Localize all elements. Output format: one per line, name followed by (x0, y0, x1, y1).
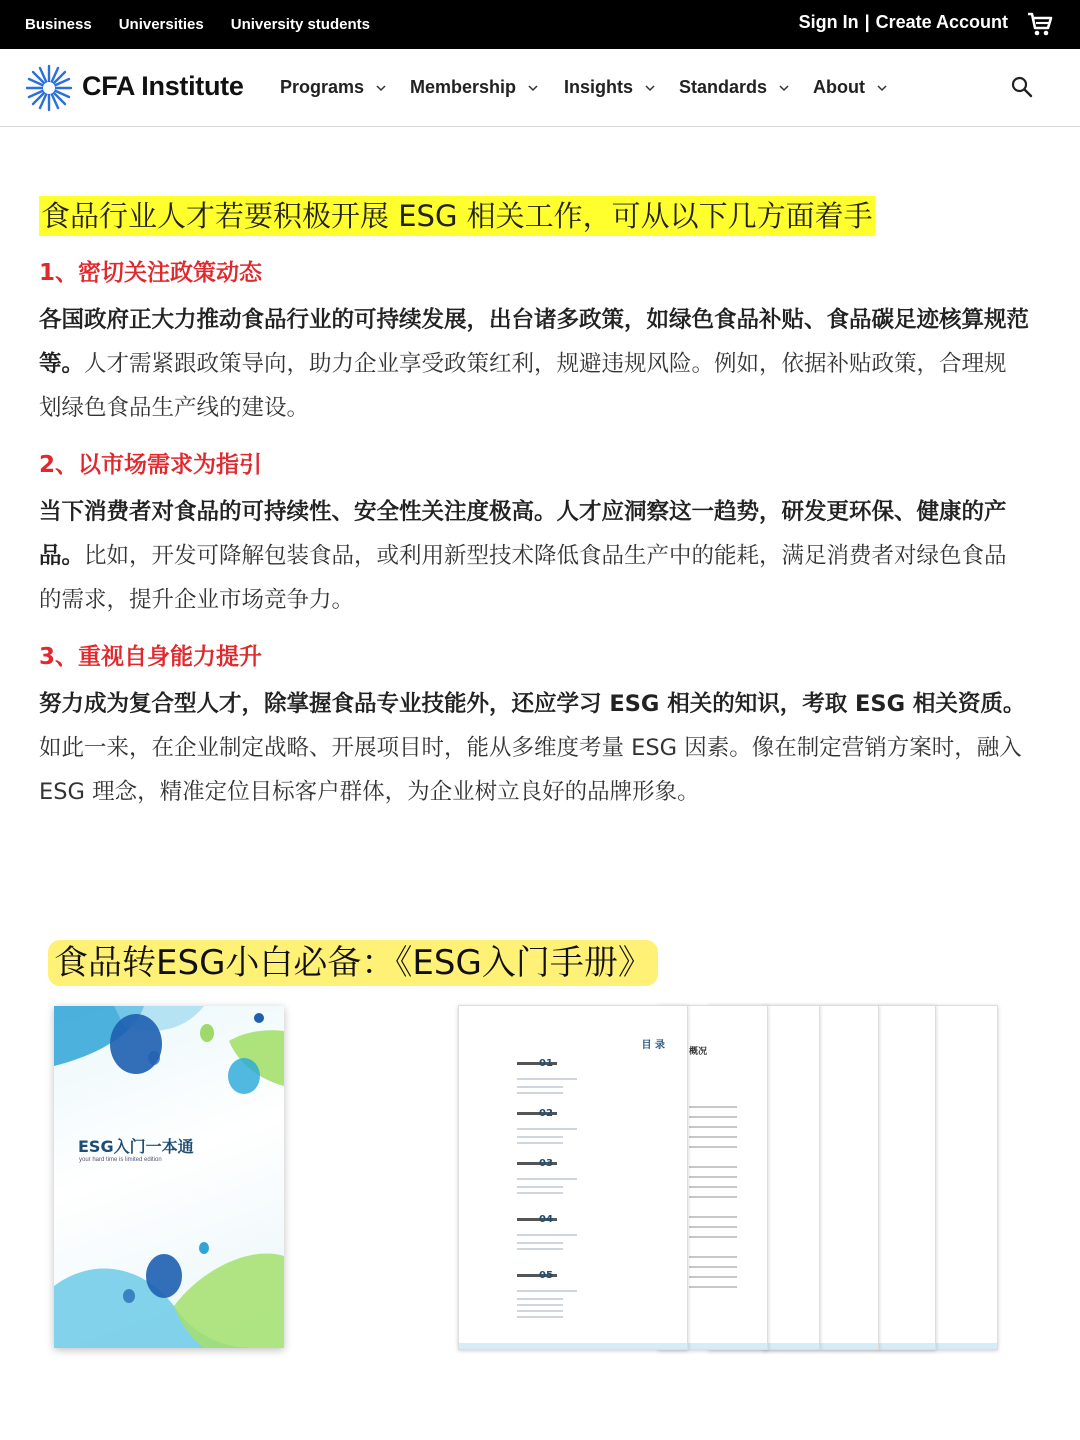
section-title: 3、重视自身能力提升 (39, 644, 263, 670)
cfa-logo-icon[interactable] (24, 63, 74, 113)
paragraph-bold: 当下消费者对食品的可持续性、安全性关注度极高。人才应洞察这一趋势，研发更环保、健康的产品。 (39, 499, 1007, 569)
toc-number: 05 (539, 1270, 553, 1281)
utility-link-university-students[interactable]: University students (230, 16, 370, 33)
toc-number: 03 (539, 1158, 553, 1169)
table-of-contents-page (458, 1005, 688, 1350)
nav-membership[interactable] (410, 77, 538, 98)
paragraph-bold: 各国政府正大力推动食品行业的可持续发展，出台诸多政策，如绿色食品补贴、食品碳足迹核算规范等。 (39, 307, 1030, 377)
utility-link-business[interactable]: Business (25, 16, 92, 33)
nav-label: Standards (679, 77, 768, 97)
article-heading: 食品行业人才若要积极开展 ESG 相关工作，可从以下几方面着手 (39, 196, 875, 236)
paragraph-bold: 努力成为复合型人才，除掌握食品专业技能外，还应学习 ESG 相关的知识，考取 ESG 相关资质。 (39, 691, 1026, 717)
nav-standards[interactable] (679, 77, 789, 98)
toc-number: 02 (539, 1108, 553, 1119)
book-pages-preview[interactable] (458, 1005, 998, 1350)
chevron-down-icon (779, 83, 789, 93)
account-links (799, 12, 1008, 33)
paragraph-text: 人才需紧跟政策导向，助力企业享受政策红利，规避违规风险。例如，依据补贴政策，合理规划绿色食品生产线的建设。 (39, 351, 1007, 421)
utility-links (25, 16, 397, 33)
section-title: 2、以市场需求为指引 (39, 452, 263, 478)
chevron-down-icon (645, 83, 655, 93)
toc-title: 目 录 (641, 1040, 665, 1051)
section-paragraph (39, 298, 1029, 430)
nav-label: About (813, 77, 865, 97)
section-paragraph (39, 682, 1029, 814)
sign-in-link[interactable]: Sign In (798, 12, 859, 32)
paragraph-text: 比如，开发可降解包装食品，或利用新型技术降低食品生产中的能耗，满足消费者对绿色食品的需求，提升企业市场竞争力。 (39, 543, 1007, 613)
cover-art (54, 1006, 284, 1348)
book-cover[interactable] (54, 1006, 284, 1348)
cover-subtitle: your hard time is limited edition (79, 1157, 162, 1163)
toc-number: 04 (539, 1214, 553, 1225)
nav-label: Insights (564, 77, 634, 97)
page-heading: 概况 (689, 1047, 708, 1057)
chevron-down-icon (376, 83, 386, 93)
nav-programs[interactable] (280, 77, 386, 98)
search-icon[interactable] (1010, 75, 1034, 99)
account-separator: | (864, 12, 870, 32)
main-navigation (0, 49, 1080, 127)
nav-about[interactable] (813, 77, 887, 98)
nav-label: Programs (280, 77, 365, 97)
nav-insights[interactable] (564, 77, 655, 98)
book-banner: 食品转ESG小白必备：《ESG入门手册》 (48, 940, 658, 986)
nav-label: Membership (410, 77, 517, 97)
chevron-down-icon (877, 83, 887, 93)
utility-bar (0, 0, 1080, 49)
paragraph-text: 如此一来，在企业制定战略、开展项目时，能从多维度考量 ESG 因素。像在制定营销方案时，融入 ESG 理念，精准定位目标客户群体，为企业树立良好的品牌形象。 (39, 735, 1022, 805)
chevron-down-icon (528, 83, 538, 93)
toc-number: 01 (539, 1058, 553, 1069)
cover-title: ESG入门一本通 (78, 1137, 194, 1156)
create-account-link[interactable]: Create Account (875, 12, 1008, 32)
section-title: 1、密切关注政策动态 (39, 260, 263, 286)
logo-text[interactable]: CFA Institute (82, 71, 244, 101)
utility-link-universities[interactable]: Universities (118, 16, 204, 33)
section-paragraph (39, 490, 1029, 622)
cart-icon[interactable] (1026, 11, 1054, 37)
